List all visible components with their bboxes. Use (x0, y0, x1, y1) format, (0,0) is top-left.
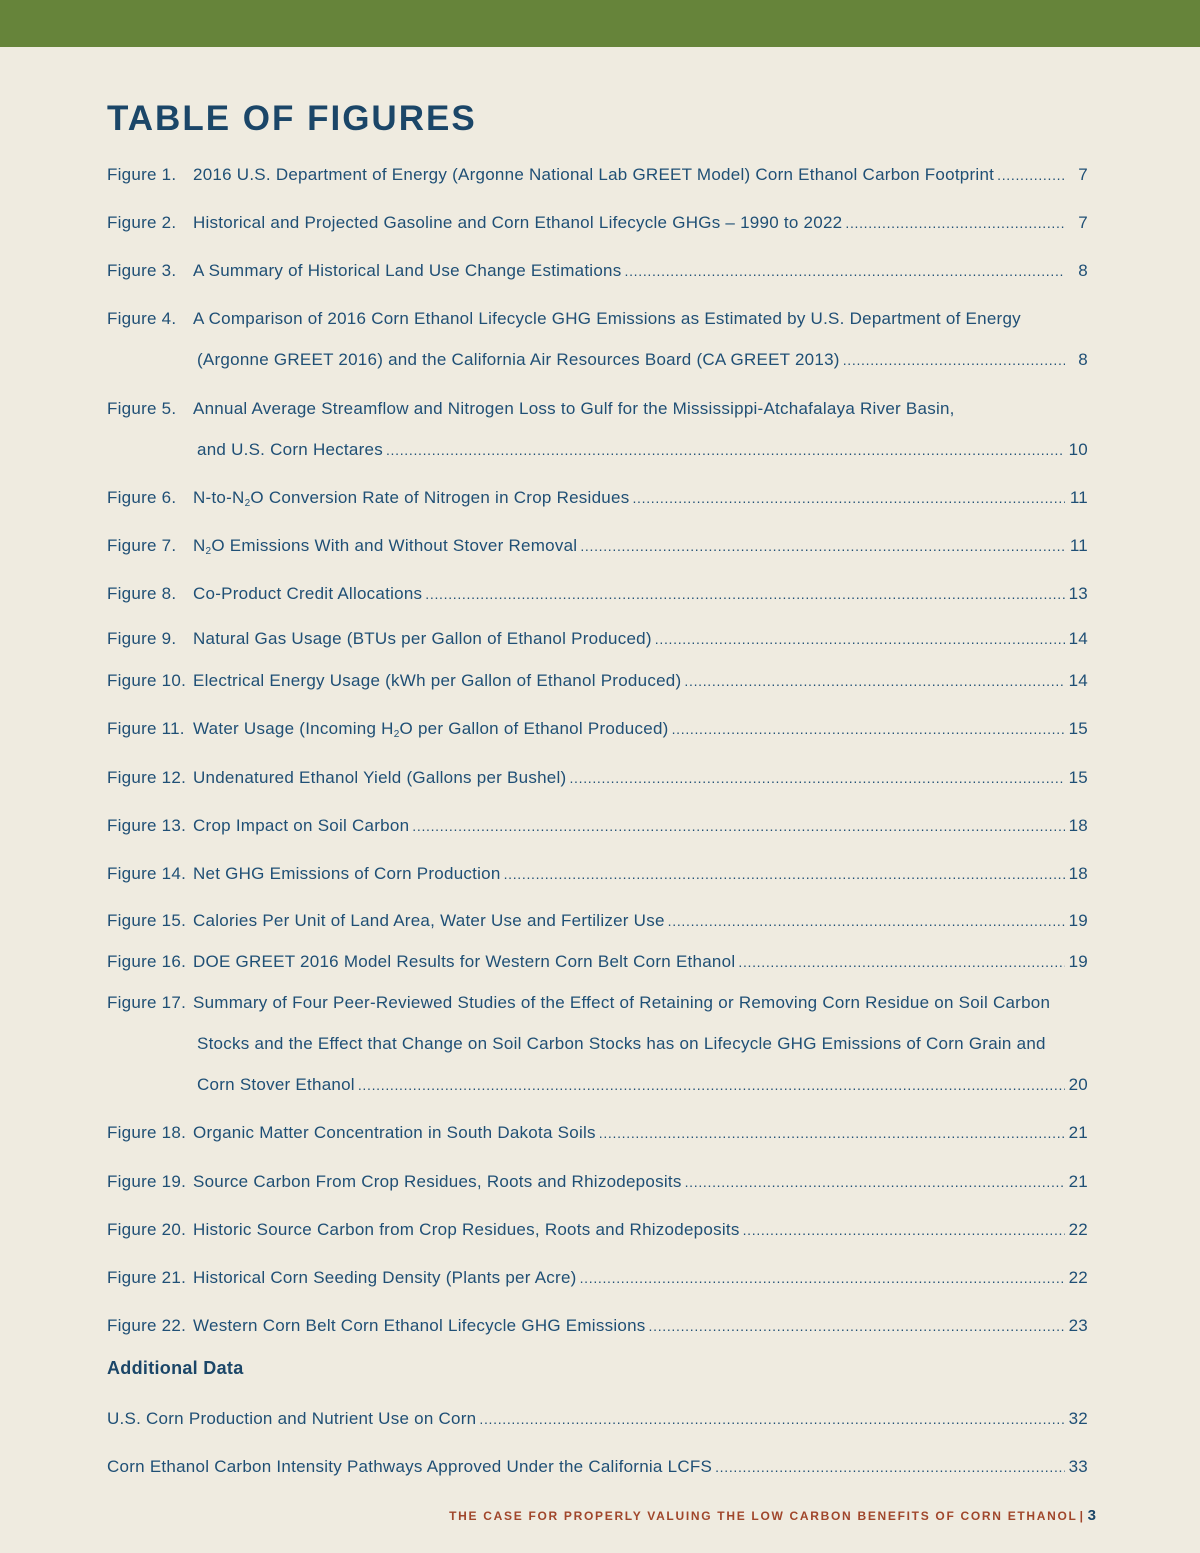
caption-text: O Conversion Rate of Nitrogen in Crop Residues (250, 488, 630, 507)
caption-text: N (193, 536, 206, 555)
figure-label: Figure 10. (107, 671, 187, 690)
toc-entry[interactable] (107, 1161, 1088, 1202)
figure-caption: Stocks and the Effect that Change on Soil Carbon Stocks has on Lifecycle GHG Emissions of Corn Grain and (197, 1034, 1046, 1053)
figure-label: Figure 1. (107, 165, 177, 184)
figure-caption: Undenatured Ethanol Yield (Gallons per Bushel) (193, 768, 567, 787)
page-number: 33 (1068, 1457, 1088, 1476)
toc-entry-line (107, 900, 1088, 941)
caption-text: N-to-N (193, 488, 245, 507)
toc-entry-line (107, 660, 1088, 701)
page-number: 22 (1068, 1220, 1088, 1239)
figure-label: Figure 13. (107, 816, 187, 835)
toc-entry-line (107, 1023, 1088, 1064)
page-number: 13 (1068, 584, 1088, 603)
page-number: 14 (1068, 629, 1088, 648)
figure-caption: Historical and Projected Gasoline and Corn Ethanol Lifecycle GHGs – 1990 to 2022 (193, 213, 843, 232)
toc-entry-line (107, 573, 1088, 614)
figure-caption: Historical Corn Seeding Density (Plants per Acre) (193, 1268, 577, 1287)
toc-entry[interactable] (107, 982, 1088, 1105)
figure-caption: Calories Per Unit of Land Area, Water Use and Fertilizer Use (193, 911, 665, 930)
dot-leader (684, 660, 1065, 702)
toc-entry[interactable] (107, 477, 1088, 518)
toc-entry[interactable] (107, 941, 1088, 982)
figure-label: Figure 12. (107, 768, 187, 787)
toc-entry-line (107, 1446, 1088, 1487)
dot-leader (599, 1112, 1065, 1154)
page-number: 15 (1068, 768, 1088, 787)
toc-entry-line (107, 1161, 1088, 1202)
figure-caption: Corn Stover Ethanol (197, 1075, 355, 1094)
dot-leader (386, 429, 1065, 471)
toc-entry-line (107, 941, 1088, 982)
figure-label: Figure 15. (107, 911, 187, 930)
dot-leader (668, 900, 1065, 942)
toc-entry-line (107, 525, 1088, 566)
page-number: 10 (1068, 440, 1088, 459)
toc-entry-line (107, 477, 1088, 518)
dot-leader (655, 618, 1065, 660)
toc-entry-line (107, 757, 1088, 798)
toc-entry[interactable] (107, 618, 1088, 659)
figure-caption: Source Carbon From Crop Residues, Roots and Rhizodeposits (193, 1172, 682, 1191)
toc-entry[interactable] (107, 1257, 1088, 1298)
figure-caption: Co-Product Credit Allocations (193, 584, 423, 603)
top-color-bar (0, 0, 1200, 47)
figure-label: Figure 20. (107, 1220, 187, 1239)
page-number: 21 (1068, 1123, 1088, 1142)
toc-entry[interactable] (107, 525, 1088, 566)
figure-caption: Crop Impact on Soil Carbon (193, 816, 410, 835)
toc-entry[interactable] (107, 388, 1088, 470)
page-number: 3 (1087, 1507, 1096, 1524)
dot-leader (715, 1446, 1065, 1488)
toc-entry-line (107, 1305, 1088, 1346)
figure-caption: A Comparison of 2016 Corn Ethanol Lifecycle GHG Emissions as Estimated by U.S. Department of Energy (193, 309, 1021, 328)
figure-caption: (Argonne GREET 2016) and the California Air Resources Board (CA GREET 2013) (197, 350, 840, 369)
caption-text: O Emissions With and Without Stover Removal (211, 536, 578, 555)
figure-label: Figure 18. (107, 1123, 187, 1142)
page-number: 21 (1068, 1172, 1088, 1191)
figure-caption: and U.S. Corn Hectares (197, 440, 383, 459)
footer-separator: | (1079, 1509, 1085, 1523)
page-footer (449, 1507, 1096, 1524)
figure-caption: A Summary of Historical Land Use Change Estimations (193, 261, 622, 280)
figure-label: Figure 9. (107, 629, 177, 648)
page-number: 32 (1068, 1409, 1088, 1428)
caption-text: O per Gallon of Ethanol Produced) (399, 719, 669, 738)
figure-caption: Annual Average Streamflow and Nitrogen Loss to Gulf for the Mississippi-Atchafalaya River Basin, (193, 399, 955, 418)
dot-leader (843, 339, 1065, 381)
toc-entry[interactable] (107, 298, 1088, 380)
toc-entry-line (107, 1398, 1088, 1439)
dot-leader (625, 250, 1066, 292)
page-number: 18 (1068, 816, 1088, 835)
toc-entry[interactable] (107, 202, 1088, 243)
toc-entry[interactable] (107, 1398, 1088, 1439)
toc-entry-line (107, 1257, 1088, 1298)
dot-leader (580, 1257, 1065, 1299)
toc-entry-line (107, 202, 1088, 243)
toc-entry[interactable] (107, 805, 1088, 846)
figure-label: Figure 17. (107, 993, 187, 1012)
figure-label: Figure 5. (107, 399, 177, 418)
page-number: 19 (1068, 952, 1088, 971)
toc-entry[interactable] (107, 1446, 1088, 1487)
additional-caption: Corn Ethanol Carbon Intensity Pathways Approved Under the California LCFS (107, 1457, 713, 1476)
caption-text: Water Usage (Incoming H (193, 719, 394, 738)
figure-label: Figure 8. (107, 584, 177, 603)
dot-leader (412, 805, 1065, 847)
dot-leader (997, 154, 1065, 196)
toc-entry-line (107, 618, 1088, 659)
dot-leader (672, 708, 1065, 750)
figure-caption (193, 708, 669, 755)
figure-label: Figure 2. (107, 213, 177, 232)
dot-leader (743, 1209, 1065, 1251)
figure-caption: Western Corn Belt Corn Ethanol Lifecycle GHG Emissions (193, 1316, 646, 1335)
toc-entry[interactable] (107, 708, 1088, 749)
additional-caption: U.S. Corn Production and Nutrient Use on Corn (107, 1409, 477, 1428)
dot-leader (845, 202, 1065, 244)
figure-label: Figure 7. (107, 536, 177, 555)
figure-caption: 2016 U.S. Department of Energy (Argonne National Lab GREET Model) Corn Ethanol Carbon Footprint (193, 165, 995, 184)
subscript: 2 (244, 498, 251, 509)
figure-label: Figure 16. (107, 952, 187, 971)
figure-caption: Natural Gas Usage (BTUs per Gallon of Ethanol Produced) (193, 629, 652, 648)
figure-caption: Electrical Energy Usage (kWh per Gallon of Ethanol Produced) (193, 671, 682, 690)
toc-entry[interactable] (107, 900, 1088, 941)
toc-entry[interactable] (107, 154, 1088, 195)
toc-entry-line (107, 805, 1088, 846)
page-number: 7 (1078, 165, 1088, 184)
page-title: TABLE OF FIGURES (107, 99, 477, 138)
page-number: 22 (1068, 1268, 1088, 1287)
toc-entry[interactable] (107, 250, 1088, 291)
subscript: 2 (205, 546, 212, 557)
page-number: 23 (1068, 1316, 1088, 1335)
dot-leader (569, 757, 1065, 799)
toc-entry-line (107, 1064, 1088, 1105)
dot-leader (425, 573, 1065, 615)
additional-data-heading: Additional Data (107, 1358, 244, 1378)
dot-leader (580, 525, 1065, 567)
figure-label: Figure 21. (107, 1268, 187, 1287)
toc-entry[interactable] (107, 1112, 1088, 1153)
figure-caption (193, 477, 629, 524)
toc-entry-line (107, 154, 1088, 195)
toc-entry[interactable] (107, 660, 1088, 701)
toc-entry[interactable] (107, 853, 1088, 894)
toc-entry[interactable] (107, 1305, 1088, 1346)
dot-leader (479, 1398, 1065, 1440)
figure-label: Figure 22. (107, 1316, 187, 1335)
subscript: 2 (393, 729, 400, 740)
figure-label: Figure 11. (107, 719, 185, 738)
page-number: 14 (1068, 671, 1088, 690)
page-number: 18 (1068, 864, 1088, 883)
toc-entry-line (107, 1112, 1088, 1153)
figure-caption: Summary of Four Peer-Reviewed Studies of the Effect of Retaining or Removing Corn Residue on Soil Carbon (193, 993, 1051, 1012)
page-number: 11 (1069, 536, 1088, 555)
figure-label: Figure 19. (107, 1172, 187, 1191)
toc-entry-line (107, 1209, 1088, 1250)
dot-leader (685, 1161, 1065, 1203)
toc-entry-line (107, 250, 1088, 291)
dot-leader (649, 1305, 1065, 1347)
page-number: 8 (1078, 350, 1088, 369)
page-number: 20 (1068, 1075, 1088, 1094)
dot-leader (632, 477, 1065, 519)
dot-leader (504, 853, 1065, 895)
figure-caption: Net GHG Emissions of Corn Production (193, 864, 501, 883)
figure-caption: Organic Matter Concentration in South Dakota Soils (193, 1123, 596, 1142)
dot-leader (358, 1064, 1065, 1106)
toc-entry-line (107, 853, 1088, 894)
figure-label: Figure 3. (107, 261, 177, 280)
toc-entry[interactable] (107, 1209, 1088, 1250)
figure-label: Figure 14. (107, 864, 187, 883)
figure-caption: DOE GREET 2016 Model Results for Western Corn Belt Corn Ethanol (193, 952, 736, 971)
figure-label: Figure 6. (107, 488, 177, 507)
figure-caption: Historic Source Carbon from Crop Residues, Roots and Rhizodeposits (193, 1220, 740, 1239)
toc-entry[interactable] (107, 573, 1088, 614)
figure-caption (193, 525, 577, 572)
toc-entry[interactable] (107, 757, 1088, 798)
toc-entry-line (107, 708, 1088, 749)
toc-entry-line (107, 388, 1088, 429)
toc-entry-line (107, 429, 1088, 470)
figure-label: Figure 4. (107, 309, 177, 328)
page-number: 8 (1078, 261, 1088, 280)
toc-entry-line (107, 982, 1088, 1023)
toc-entry-line (107, 339, 1088, 380)
dot-leader (738, 941, 1065, 983)
toc-entry-line (107, 298, 1088, 339)
footer-title: THE CASE FOR PROPERLY VALUING THE LOW CARBON BENEFITS OF CORN ETHANOL (449, 1509, 1078, 1523)
page-number: 15 (1068, 719, 1088, 738)
page-number: 19 (1068, 911, 1088, 930)
page-number: 7 (1078, 213, 1088, 232)
page-number: 11 (1069, 488, 1088, 507)
